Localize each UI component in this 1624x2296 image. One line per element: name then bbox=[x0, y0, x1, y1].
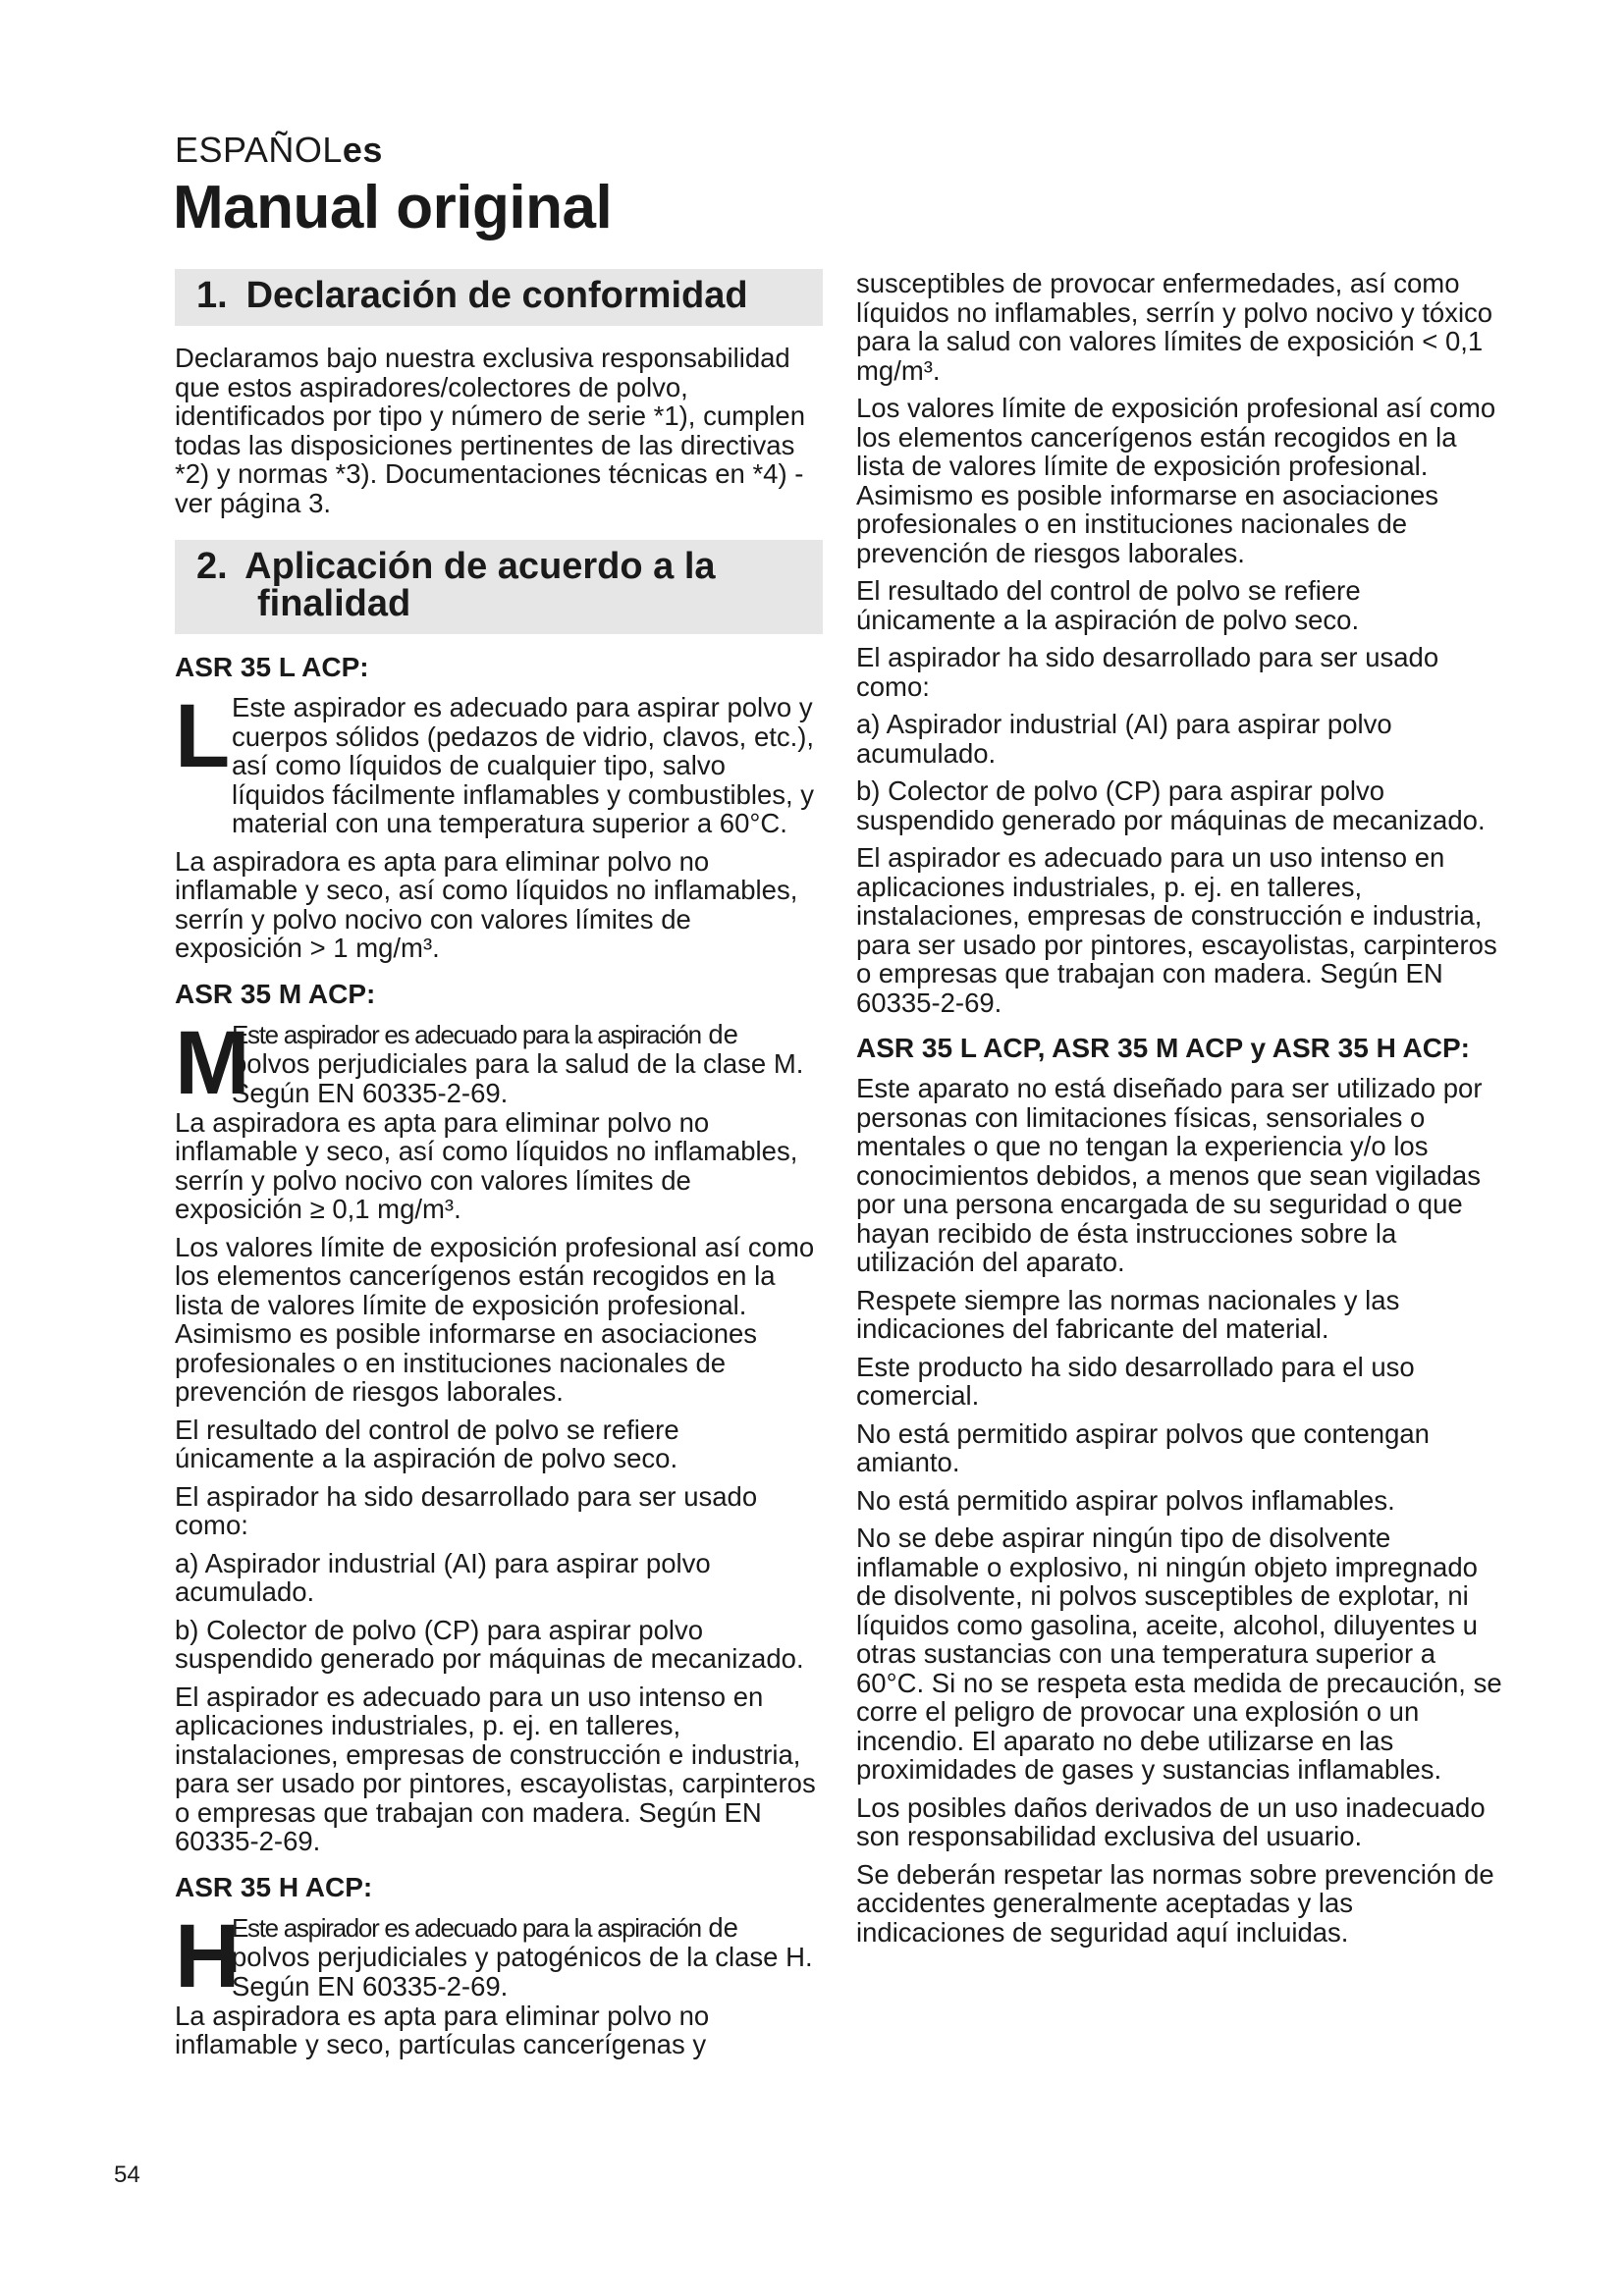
dust-class-l-letter: L bbox=[175, 686, 231, 786]
section-heading-2 bbox=[175, 540, 823, 634]
paragraph: El aspirador ha sido desarrollado para ser usado como: bbox=[856, 642, 1439, 702]
section-title-line2: finalidad bbox=[257, 583, 411, 624]
section-heading-1 bbox=[175, 269, 823, 326]
page-number: 54 bbox=[114, 2162, 140, 2188]
dust-class-m-text: de polvos perjudiciales para la salud de la clase M. Según EN 60335-2-69. bbox=[232, 1018, 804, 1108]
paragraph: El aspirador ha sido desarrollado para ser usado como: bbox=[175, 1480, 758, 1540]
paragraph: El resultado del control de polvo se refiere únicamente a la aspiración de polvo seco. bbox=[856, 575, 1361, 635]
section-number: 2. bbox=[196, 546, 228, 587]
paragraph: No se debe aspirar ningún tipo de disolvente inflamable o explosivo, ni ningún objeto impregnado de disolvente, ni polvos susceptibles de explotar, ni líquidos como gasolina, aceite, alcohol, diluyentes u otras sustancias con una temperatura superior a 60°C. Si no se respeta esta medida de precaución, se corre el peligro de provocar una explosión o un incendio. El aparato no debe utilizarse en las proximidades de gases y sustancias inflamables. bbox=[856, 1522, 1502, 1785]
asr-l-heading: ASR 35 L ACP: bbox=[175, 652, 369, 682]
paragraph: La aspiradora es apta para eliminar polvo no inflamable y seco, así como líquidos no inflamables, serrín y polvo nocivo con valores límites de exposición ≥ 0,1 mg/m³. bbox=[175, 1106, 798, 1224]
dust-class-m-block bbox=[175, 1012, 823, 1113]
paragraph: Los posibles daños derivados de un uso inadecuado son responsabilidad exclusiva del usuario. bbox=[856, 1791, 1486, 1851]
paragraph: El aspirador es adecuado para un uso intenso en aplicaciones industriales, p. ej. en talleres, instalaciones, empresas de construcción e industria, para ser usado por pintores, escayolistas, carpinteros o empresas que trabajan con madera. Según EN 60335-2-69. bbox=[175, 1681, 816, 1856]
section-number: 1. bbox=[196, 275, 228, 316]
paragraph: El resultado del control de polvo se refiere únicamente a la aspiración de polvo seco. bbox=[175, 1414, 679, 1473]
asr-m-heading: ASR 35 M ACP: bbox=[175, 978, 376, 1009]
paragraph: La aspiradora es apta para eliminar polvo no inflamable y seco, partículas cancerígenas y bbox=[175, 2000, 710, 2059]
paragraph: El aspirador es adecuado para un uso intenso en aplicaciones industriales, p. ej. en talleres, instalaciones, empresas de construcción e industria, para ser usado por pintores, escayolistas, carpinteros o empresas que trabajan con madera. Según EN 60335-2-69. bbox=[856, 842, 1497, 1018]
dust-class-l-text: Este aspirador es adecuado para aspirar polvo y cuerpos sólidos (pedazos de vidrio, clavos, etc.), así como líquidos de cualquier tipo, salvo líquidos fácilmente inflamables y combustibles, y material con una temperatura superior a 60°C. bbox=[232, 692, 815, 838]
paragraph: Se deberán respetar las normas sobre prevención de accidentes generalmente aceptadas y las indicaciones de seguridad aquí incluidas. bbox=[856, 1858, 1494, 1948]
section-title: Declaración de conformidad bbox=[245, 275, 748, 316]
paragraph: No está permitido aspirar polvos inflamables. bbox=[856, 1484, 1395, 1516]
dust-class-h-block bbox=[175, 1905, 823, 2006]
dust-class-l-block bbox=[175, 686, 823, 838]
paragraph: Respete siempre las normas nacionales y las indicaciones del fabricante del material. bbox=[856, 1284, 1400, 1344]
list-item: b) Colector de polvo (CP) para aspirar polvo suspendido generado por máquinas de mecanizado. bbox=[856, 775, 1486, 835]
language-label bbox=[175, 130, 383, 171]
section-title-line1: Aplicación de acuerdo a la bbox=[244, 546, 716, 587]
paragraph: Los valores límite de exposición profesional así como los elementos cancerígenos están recogidos en la lista de valores límite de exposición profesional. Asimismo es posible informarse en asociaciones profesionales o en instituciones nacionales de prevención de riesgos laborales. bbox=[175, 1231, 815, 1407]
paragraph: susceptibles de provocar enfermedades, así como líquidos no inflamables, serrín y polvo nocivo y tóxico para la salud con valores límites de exposición < 0,1 mg/m³. bbox=[856, 268, 1493, 386]
dust-class-h-letter: H bbox=[175, 1905, 241, 2006]
right-column bbox=[856, 269, 1504, 1955]
conformity-text: Declaramos bajo nuestra exclusiva responsabilidad que estos aspiradores/colectores de polvo, identificados por tipo y número de serie *1), cumplen todas las disposiciones pertinentes de las directivas *2) y normas *3). Documentaciones técnicas en *4) - ver página 3. bbox=[175, 343, 806, 518]
all-models-heading: ASR 35 L ACP, ASR 35 M ACP y ASR 35 H ACP: bbox=[856, 1033, 1470, 1063]
page-title: Manual original bbox=[173, 174, 613, 241]
dust-class-m-first-line: Este aspirador es adecuado para la aspiración bbox=[232, 1019, 701, 1049]
list-item: b) Colector de polvo (CP) para aspirar polvo suspendido generado por máquinas de mecanizado. bbox=[175, 1614, 804, 1674]
paragraph: Los valores límite de exposición profesional así como los elementos cancerígenos están recogidos en la lista de valores límite de exposición profesional. Asimismo es posible informarse en asociaciones profesionales o en instituciones nacionales de prevención de riesgos laborales. bbox=[856, 393, 1496, 568]
left-column bbox=[175, 269, 823, 2068]
dust-class-h-text: de polvos perjudiciales y patogénicos de la clase H. Según EN 60335-2-69. bbox=[232, 1911, 813, 2002]
asr-h-heading: ASR 35 H ACP: bbox=[175, 1871, 373, 1902]
language-code: es bbox=[342, 130, 383, 170]
paragraph: No está permitido aspirar polvos que contengan amianto. bbox=[856, 1417, 1430, 1477]
dust-class-m-letter: M bbox=[175, 1012, 250, 1113]
list-item: a) Aspirador industrial (AI) para aspirar polvo acumulado. bbox=[856, 709, 1392, 769]
paragraph: Este aparato no está diseñado para ser utilizado por personas con limitaciones físicas, sensoriales o mentales o que no tengan la experiencia y/o los conocimientos debidos, a menos que sean vigiladas por una persona encargada de su seguridad o que hayan recibido de ésta instrucciones sobre la utilización del aparato. bbox=[856, 1073, 1483, 1277]
dust-class-h-first-line: Este aspirador es adecuado para la aspiración bbox=[232, 1912, 701, 1943]
list-item: a) Aspirador industrial (AI) para aspirar polvo acumulado. bbox=[175, 1547, 711, 1607]
paragraph: Este producto ha sido desarrollado para el uso comercial. bbox=[856, 1351, 1415, 1411]
paragraph: La aspiradora es apta para eliminar polvo no inflamable y seco, así como líquidos no inflamables, serrín y polvo nocivo con valores límites de exposición > 1 mg/m³. bbox=[175, 845, 798, 963]
language-name: ESPAÑOL bbox=[175, 130, 343, 170]
